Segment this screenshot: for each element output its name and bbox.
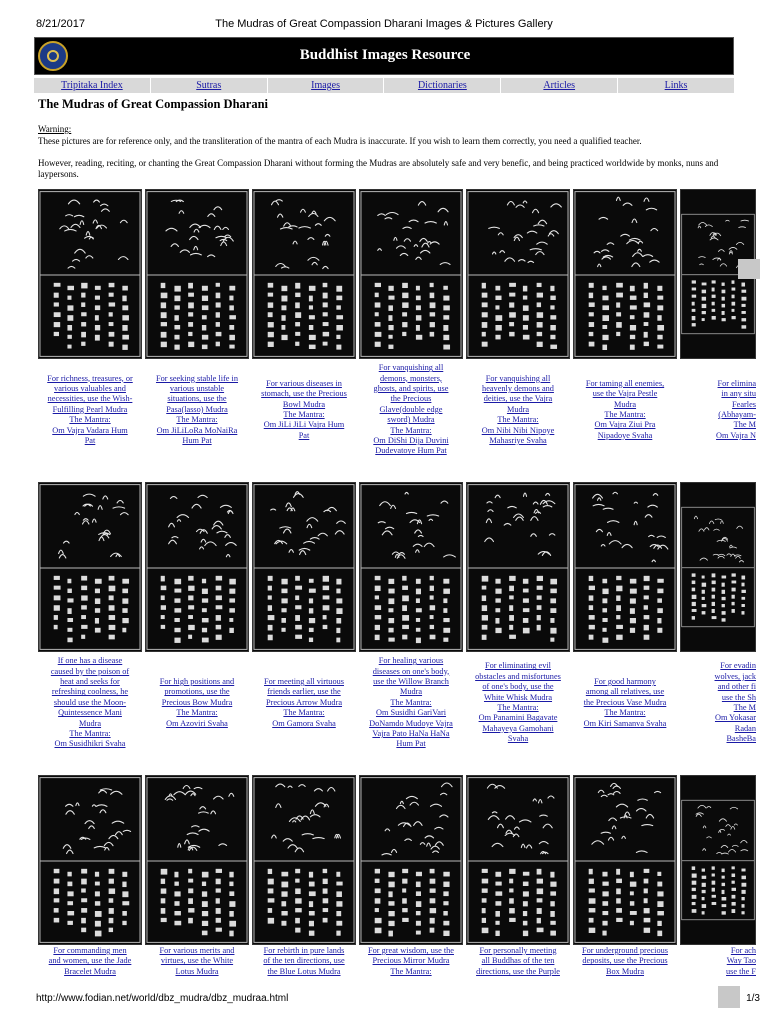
caption-line: friends earlier, use the — [267, 687, 341, 697]
caption-line: Om Susidhi GariVari — [375, 708, 447, 718]
print-url: http://www.fodian.net/world/dbz_mudra/dbz_mudraa.html — [36, 993, 289, 1004]
print-header — [0, 0, 768, 34]
caption-line: Svaha — [507, 734, 529, 744]
caption-line: Om Vajra N — [716, 430, 756, 440]
caption-line: among all relatives, use — [585, 687, 665, 697]
mudra-image[interactable] — [680, 775, 756, 945]
caption-line: of one's body, use the — [482, 682, 554, 692]
caption-line: and other fi — [717, 682, 756, 692]
caption-line: Hum Pat — [182, 436, 212, 446]
caption-line: (Abhayam- — [718, 410, 756, 420]
caption-line: Fearles — [732, 399, 756, 409]
caption-line: For vanquishing all — [485, 373, 551, 383]
mudra-caption-link[interactable] — [680, 661, 756, 744]
nav-dictionaries[interactable]: Dictionaries — [384, 78, 501, 93]
caption-line: For great wisdom, use the — [368, 946, 454, 955]
mudra-caption-link[interactable] — [145, 374, 249, 447]
caption-line: Dudevatoye Hum Pat — [375, 446, 447, 456]
caption-line: the Precious — [390, 394, 432, 404]
caption-line: BasheBa — [726, 734, 756, 744]
caption-line: The Mantra: — [604, 410, 646, 420]
caption-line: of the ten directions, use — [263, 956, 345, 966]
caption-line: heat and seeks for — [60, 677, 120, 686]
caption-line: use the Sh — [721, 692, 756, 702]
mudra-image[interactable] — [145, 775, 249, 945]
caption-line: Nipadoye Svaha — [597, 430, 653, 440]
caption-line: The Mantra: — [176, 415, 218, 425]
caption-line: various valuables and — [54, 384, 126, 393]
caption-line: For richness, treasures, or — [47, 373, 133, 383]
caption-line: stomach, use the Precious — [261, 389, 347, 399]
caption-line: should use the Moon- — [53, 697, 127, 707]
caption-line: The Mantra: — [604, 708, 646, 718]
caption-line: heavenly demons and — [482, 384, 554, 393]
caption-line: For commanding men — [53, 946, 127, 955]
caption-line: Pasa(lasso) Mudra — [166, 404, 228, 414]
mudra-caption-link[interactable] — [359, 363, 463, 457]
caption-line: obstacles and misfortunes — [475, 671, 561, 681]
mudra-caption-link[interactable] — [38, 946, 142, 977]
caption-line: For elimina — [717, 378, 756, 388]
caption-line: Hum Pat — [396, 739, 426, 749]
caption-line: Om Gamora Svaha — [272, 718, 336, 728]
warning-text: These pictures are for reference only, and the transliteration of the mantra of each Mudra is inaccurate. If you wish to learn them correctly, you need a qualified teacher. — [38, 136, 642, 146]
mudra-image[interactable] — [38, 775, 142, 945]
caption-line: Precious Arrow Mudra — [265, 697, 343, 707]
mudra-image[interactable] — [359, 189, 463, 359]
mudra-caption-link[interactable] — [252, 946, 356, 977]
caption-line: The Mantra: — [69, 729, 111, 739]
mudra-image[interactable] — [573, 189, 677, 359]
mudra-caption-link[interactable] — [145, 946, 249, 977]
caption-line: For evadin — [720, 661, 756, 671]
mudra-image[interactable] — [466, 189, 570, 359]
caption-line: Fulfilling Pearl Mudra — [52, 404, 128, 414]
caption-line: Way Tao — [726, 956, 756, 966]
caption-line: Pat — [298, 430, 310, 440]
caption-line: Om Yokasar — [714, 713, 756, 723]
caption-line: in any situ — [721, 389, 756, 399]
mudra-caption-link[interactable] — [252, 379, 356, 441]
caption-line: For seeking stable life in — [155, 373, 239, 383]
mudra-image[interactable] — [680, 482, 756, 652]
mudra-image[interactable] — [252, 775, 356, 945]
caption-line: Box Mudra — [605, 966, 645, 976]
scroll-marker-top[interactable] — [738, 259, 760, 279]
mudra-caption-link[interactable] — [252, 677, 356, 729]
caption-line: For healing various — [378, 656, 444, 666]
caption-line: For high positions and — [159, 677, 235, 686]
caption-line: Vajra Pato HaNa HaNa — [372, 729, 450, 739]
print-date: 8/21/2017 — [36, 18, 85, 30]
caption-line: Om JiLiLoRa MoNaiRa — [156, 425, 238, 435]
caption-line: all Buddhas of the ten — [481, 956, 555, 966]
caption-line: The Mantra: — [283, 708, 325, 718]
mudra-image[interactable] — [573, 775, 677, 945]
caption-line: Mahasriye Svaha — [489, 436, 547, 446]
caption-line: Om Vajra Ziui Pra — [594, 420, 656, 430]
caption-line: Om Vajra Vadara Hum — [52, 425, 128, 435]
mudra-image[interactable] — [359, 775, 463, 945]
nav-sutras[interactable]: Sutras — [151, 78, 268, 93]
caption-line: situations, use the — [167, 394, 227, 404]
caption-line: use the Willow Branch — [373, 677, 449, 686]
caption-line: Om Susidhikri Svaha — [54, 739, 126, 749]
mudra-image[interactable] — [466, 775, 570, 945]
caption-line: The Mantra: — [497, 703, 539, 713]
site-banner — [34, 37, 734, 75]
caption-line: Om Nibi Nibi Nipoye — [481, 425, 555, 435]
caption-line: caused by the poison of — [50, 666, 130, 676]
caption-line: necessities, use the Wish- — [47, 394, 133, 404]
mudra-image[interactable] — [145, 189, 249, 359]
caption-line: The M — [733, 420, 756, 430]
caption-line: The Mantra: — [497, 415, 539, 425]
mudra-caption-link[interactable] — [680, 946, 756, 977]
caption-line: virtues, use the White — [160, 956, 234, 966]
nav-articles[interactable]: Articles — [501, 78, 618, 93]
mudra-caption-link[interactable] — [38, 656, 142, 750]
site-title: Buddhist Images Resource — [299, 47, 471, 63]
caption-line: Om Kiri Samanva Svaha — [583, 718, 667, 728]
caption-line: Mudra — [613, 399, 637, 409]
mudra-image[interactable] — [38, 189, 142, 359]
mudra-caption-link[interactable] — [466, 374, 570, 447]
mudra-caption-link[interactable] — [359, 656, 463, 750]
mudra-image[interactable] — [252, 482, 356, 652]
caption-line: Precious Mirror Mudra — [372, 956, 450, 966]
caption-line: For various diseases in — [266, 378, 342, 388]
caption-line: Om Panamini Bagavate — [478, 713, 558, 723]
caption-line: directions, use the Purple — [476, 966, 560, 976]
caption-line: wolves, jack — [714, 671, 756, 681]
caption-line: ghosts, and spirits, use — [373, 384, 449, 393]
nav-links[interactable]: Links — [664, 80, 688, 91]
caption-line: For rebirth in pure lands — [263, 946, 345, 955]
caption-line: The M — [733, 703, 756, 713]
caption-line: The Mantra: — [176, 708, 218, 718]
caption-line: Quintessence Mani — [58, 708, 122, 718]
page-title: The Mudras of Great Compassion Dharani — [38, 97, 268, 111]
caption-line: For good harmony — [594, 677, 656, 686]
caption-line: Om Azoviri Svaha — [166, 718, 228, 728]
mudra-image[interactable] — [359, 482, 463, 652]
caption-line: For personally meeting — [479, 946, 557, 955]
caption-line: DoNamdo Mudoye Vajra — [369, 718, 453, 728]
nav-images[interactable]: Images — [268, 78, 385, 93]
caption-line: If one has a disease — [57, 656, 123, 666]
caption-line: the Blue Lotus Mudra — [267, 966, 341, 976]
main-nav — [34, 78, 734, 93]
caption-line: promotions, use the — [164, 687, 230, 697]
caption-line: sword) Mudra — [387, 415, 435, 425]
caption-line: and women, use the Jade — [48, 956, 132, 966]
mudra-caption-link[interactable] — [573, 379, 677, 441]
caption-line: For ach — [730, 946, 756, 955]
caption-line: deities, use the Vajra — [483, 394, 553, 404]
mudra-caption-link[interactable] — [359, 946, 463, 977]
caption-line: For various merits and — [159, 946, 235, 955]
mudra-caption-link[interactable] — [38, 374, 142, 447]
caption-line: For vanquishing all — [378, 363, 444, 373]
caption-line: The Mantra: — [283, 410, 325, 420]
caption-line: For underground precious — [581, 946, 669, 955]
mudra-caption-link[interactable] — [680, 379, 756, 441]
caption-line: Radan — [734, 723, 756, 733]
caption-line: For taming all enemies, — [585, 378, 665, 388]
nav-tripitaka-index[interactable]: Tripitaka Index — [34, 78, 151, 93]
mudra-caption-link[interactable] — [466, 946, 570, 977]
caption-line: refreshing coolness, he — [51, 687, 129, 697]
caption-line: The Mantra: — [69, 415, 111, 425]
caption-line: Precious Bow Mudra — [161, 697, 233, 707]
caption-line: the Precious Vase Mudra — [583, 697, 667, 707]
caption-line: Bracelet Mudra — [64, 966, 116, 976]
caption-line: Lotus Mudra — [175, 966, 219, 976]
mudra-caption-link[interactable] — [573, 677, 677, 729]
caption-line: use the F — [726, 966, 756, 976]
caption-line: Om DiShi Dija Duvini — [373, 436, 449, 446]
caption-line: various unstable — [169, 384, 225, 393]
caption-line: Mahayeya Gamohani — [482, 723, 554, 733]
caption-line: demons, monsters, — [380, 373, 442, 383]
caption-line: Mudra — [78, 718, 102, 728]
caption-line: Mudra — [399, 687, 423, 697]
mudra-caption-link[interactable] — [466, 661, 570, 744]
note-text: However, reading, reciting, or chanting the Great Compassion Dharani without forming the Mudras are absolutely safe and very benefic, and being practiced worldwide by monks, nuns and laypersons. — [38, 158, 719, 179]
caption-line: use the Vajra Pestle — [592, 389, 658, 399]
caption-line: Mudra — [506, 404, 530, 414]
mudra-image[interactable] — [573, 482, 677, 652]
mudra-image[interactable] — [38, 482, 142, 652]
caption-line: The Mantra: — [390, 697, 432, 707]
print-page-title: The Mudras of Great Compassion Dharani Images & Pictures Gallery — [215, 18, 553, 30]
caption-line: For meeting all virtuous — [264, 677, 344, 686]
mudra-image[interactable] — [145, 482, 249, 652]
mudra-image[interactable] — [466, 482, 570, 652]
caption-line: deposits, use the Precious — [582, 956, 668, 966]
caption-line: White Whisk Mudra — [483, 692, 553, 702]
print-page-number: 1/3 — [746, 993, 760, 1004]
caption-line: Pat — [84, 436, 96, 446]
caption-line: The Mantra: — [390, 966, 432, 976]
scroll-marker-bottom[interactable] — [718, 986, 740, 1008]
caption-line: Bowl Mudra — [282, 399, 326, 409]
caption-line: diseases on one's body, — [372, 666, 450, 676]
warning-label: Warning: — [38, 124, 72, 134]
mudra-caption-link[interactable] — [145, 677, 249, 729]
caption-line: Om JiLi JiLi Vajra Hum — [263, 420, 345, 430]
caption-line: Glave(double edge — [379, 404, 443, 414]
caption-line: For eliminating evil — [485, 661, 551, 671]
caption-line: The Mantra: — [390, 425, 432, 435]
mudra-image[interactable] — [252, 189, 356, 359]
mudra-caption-link[interactable] — [573, 946, 677, 977]
